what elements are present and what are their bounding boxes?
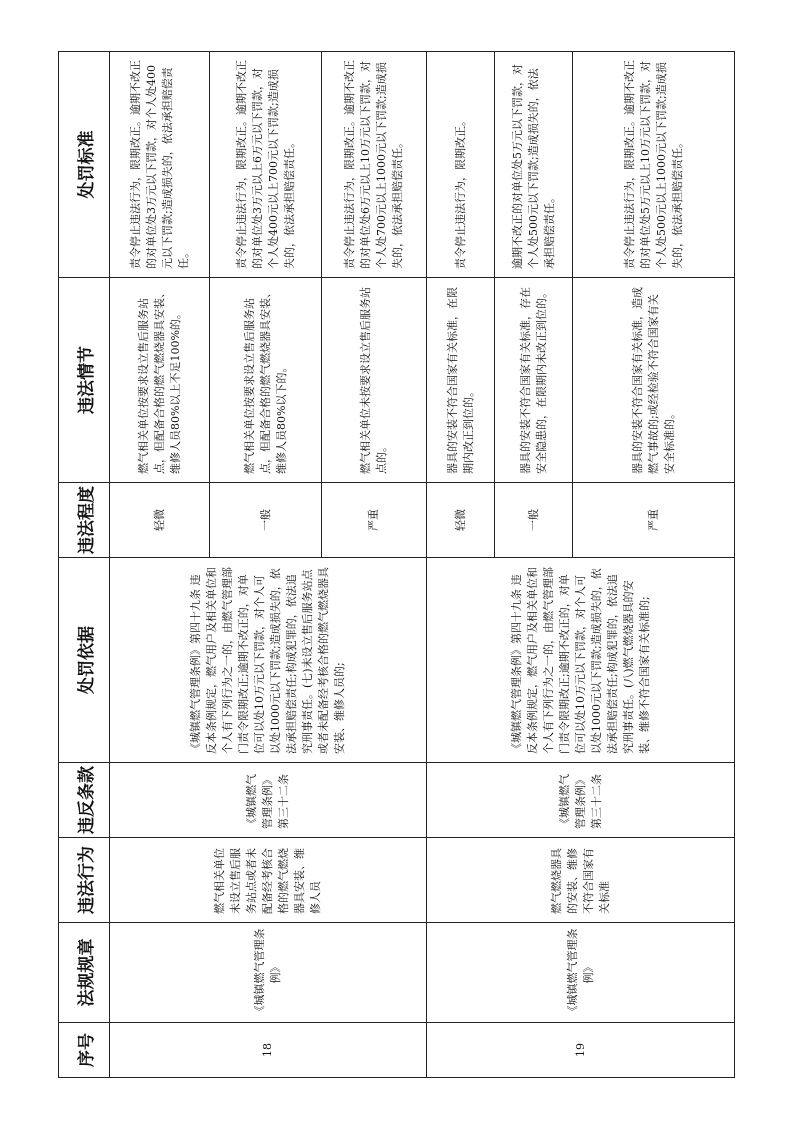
standard-cell: 责令停止违法行为，限期改正。逾期不改正的对单位处5万元以上10万元以下罚款，对个人处500元以上1000元以下罚款;造成损失的，依法承担赔偿责任。	[573, 52, 735, 278]
behavior-cell: 燃气相关单位未设立售后服务站点或者未配备经考核合格的燃气燃烧器具安装、维修人员	[110, 838, 427, 923]
header-row	[59, 52, 110, 1078]
standard-cell: 责令停止违法行为，限期改正。逾期不改正的对单位处6万元以上10万元以下罚款，对个人处700元以上1000元以下罚款;造成损失的，依法承担赔偿责任。	[322, 52, 427, 278]
row-number: 19	[427, 1023, 735, 1078]
behavior-cell: 燃气燃烧器具的安装、维修不符合国家有关标准	[427, 838, 735, 923]
circumstance-cell: 燃气相关单位按要求设立售后服务站点，但配备合格的燃气燃烧器具安装、维修人员80%以下的。	[210, 278, 322, 483]
standard-cell: 责令停止违法行为，限期改正。逾期不改正的对单位处3万元以下罚款，对个人处400元以下罚款;造成损失的，依法承担赔偿责任。	[110, 52, 210, 278]
circumstance-cell: 燃气相关单位未按要求设立售后服务站点的。	[322, 278, 427, 483]
standard-cell: 责令停止违法行为，限期改正。逾期不改正的对单位处3万元以上6万元以下罚款，对个人处400元以上700元以下罚款;造成损失的，依法承担赔偿责任。	[210, 52, 322, 278]
basis-cell: 《城镇燃气管理条例》第四十九条 违反本条例规定，燃气用户及相关单位和个人有下列行为之一的，由燃气管理部门责令限期改正;逾期不改正的，对单位可以处10万元以下罚款，对个人可以处1000元以下罚款;造成损失的，依法承担赔偿责任;构成犯罪的，依法追究刑事责任。(八)燃气燃烧器具的安装、维修不符合国家有关标准的;	[427, 558, 735, 763]
degree-cell: 一般	[495, 483, 573, 558]
degree-cell: 轻微	[110, 483, 210, 558]
row-number: 18	[110, 1023, 427, 1078]
circumstance-cell: 器具的安装不符合国家有关标准，造成燃气事故的;或经检验不符合国家有关安全标准的。	[573, 278, 735, 483]
table-row	[427, 52, 495, 1078]
basis-cell: 《城镇燃气管理条例》第四十九条 违反本条例规定，燃气用户及相关单位和个人有下列行为之一的，由燃气管理部门责令限期改正;逾期不改正的，对单位可以处10万元以下罚款，对个人可以处1000元以下罚款;造成损失的，依法承担赔偿责任;构成犯罪的，依法追究刑事责任。(七)未设立售后服务站点或者未配备经考核合格的燃气燃烧器具安装、维修人员的;	[110, 558, 427, 763]
header-basis: 处罚依据	[59, 558, 110, 763]
header-standard: 处罚标准	[59, 52, 110, 278]
degree-cell: 严重	[322, 483, 427, 558]
clause-cell: 《城镇燃气管理条例》第三十二条	[427, 763, 735, 838]
standard-cell: 逾期不改正的对单位处5万元以下罚款，对个人处500元以下罚款;造成损失的，依法承担赔偿责任。	[495, 52, 573, 278]
rotated-table-container	[58, 52, 733, 1078]
degree-cell: 一般	[210, 483, 322, 558]
header-number: 序号	[59, 1023, 110, 1078]
header-regulation: 法规规章	[59, 923, 110, 1023]
table-row	[110, 52, 210, 1078]
clause-cell: 《城镇燃气管理条例》第三十二条	[110, 763, 427, 838]
standard-cell: 责令停止违法行为，限期改正。	[427, 52, 495, 278]
degree-cell: 轻微	[427, 483, 495, 558]
circumstance-cell: 器具的安装不符合国家有关标准，在限期内改正到位的。	[427, 278, 495, 483]
regulation-cell: 《城镇燃气管理条例》	[110, 923, 427, 1023]
circumstance-cell: 器具的安装不符合国家有关标准，存在安全隐患的，在限期内未改正到位的。	[495, 278, 573, 483]
header-clause: 违反条款	[59, 763, 110, 838]
header-circumstance: 违法情节	[59, 278, 110, 483]
header-behavior: 违法行为	[59, 838, 110, 923]
regulation-cell: 《城镇燃气管理条例》	[427, 923, 735, 1023]
degree-cell: 严重	[573, 483, 735, 558]
header-degree: 违法程度	[59, 483, 110, 558]
penalty-table	[58, 51, 735, 1078]
circumstance-cell: 燃气相关单位按要求设立售后服务站点，但配备合格的燃气燃烧器具安装、维修人员80%以上不足100%的。	[110, 278, 210, 483]
